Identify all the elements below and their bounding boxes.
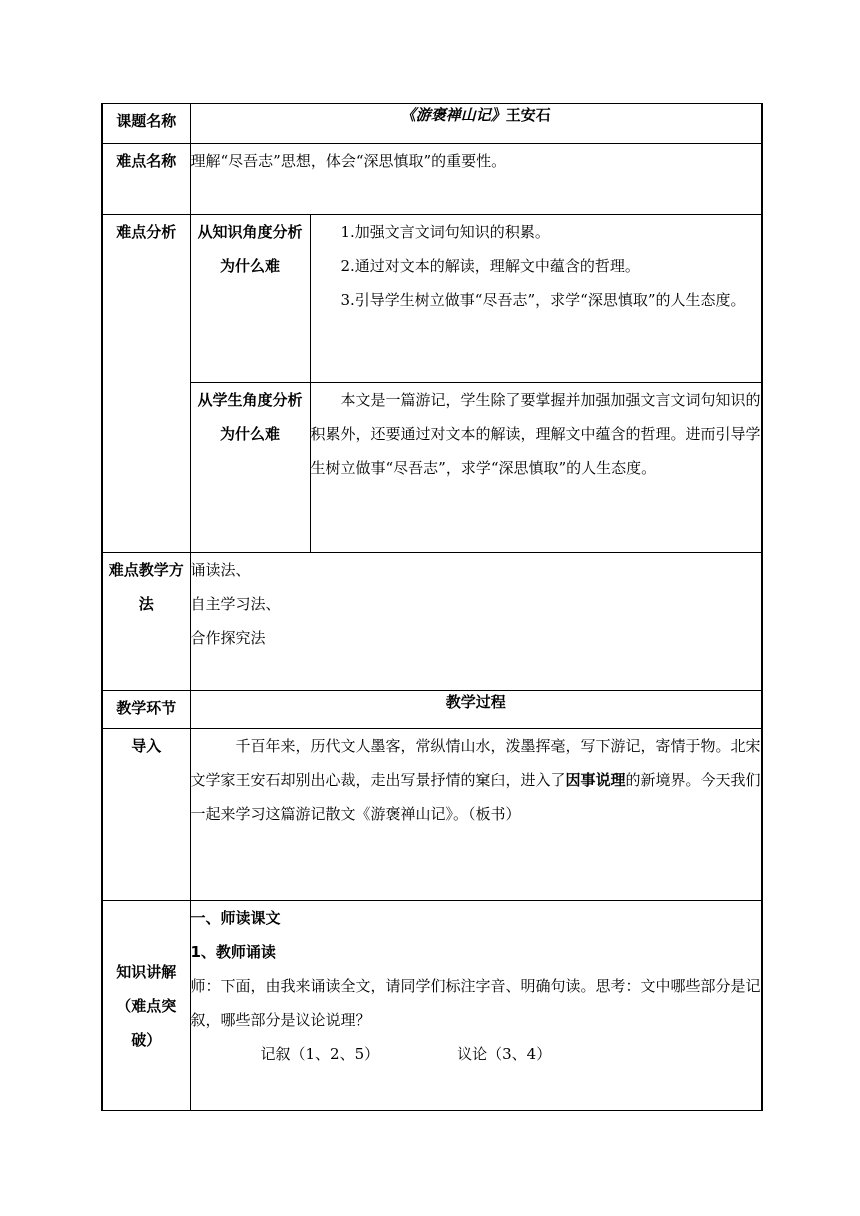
difficulty-name-text	[190, 144, 762, 215]
intro-text-after: 的新境界。今天我们一起来学习这篇游记散文《游褒禅山记》。（板书）	[190, 771, 761, 823]
section-heading: 一、师读课文	[190, 909, 281, 927]
student-angle-content	[310, 383, 762, 553]
teaching-process-header: 教学过程	[190, 691, 762, 729]
teaching-method-content	[190, 553, 762, 691]
knowledge-angle-label: 从知识角度分析为什么难	[190, 215, 310, 383]
intro-text-bold: 因事说理	[565, 771, 626, 789]
knowledge-angle-row	[102, 215, 762, 383]
difficulty-analysis-label: 难点分析	[102, 215, 190, 553]
structure-line	[191, 1037, 762, 1071]
student-angle-label: 从学生角度分析为什么难	[190, 383, 310, 553]
knowledge-angle-content	[310, 215, 762, 383]
intro-paragraph	[191, 729, 762, 831]
student-angle-row	[102, 383, 762, 553]
lesson-title-work: 《游褒禅山记》	[400, 106, 506, 124]
student-angle-paragraph: 本文是一篇游记，学生除了要掌握并加强加强文言文词句知识的积累外，还要通过对文本的解读，理解文中蕴含的哲理。进而引导学生树立做事“尽吾志”，求学“深思慎取”的人生态度。	[310, 391, 761, 477]
teaching-method-label: 难点教学方法	[102, 553, 190, 691]
knowledge-item-3: 3.引导学生树立做事“尽吾志”，求学“深思慎取”的人生态度。	[340, 291, 746, 309]
method-3: 合作探究法	[190, 629, 266, 647]
teaching-stage-header: 教学环节	[102, 691, 190, 729]
lesson-title-author: 王安石	[505, 106, 551, 124]
teacher-instruction: 师：下面，由我来诵读全文，请同学们标注字音、明确句读。思考：文中哪些部分是记叙，哪些部分是议论说理？	[190, 977, 761, 1029]
intro-label: 导入	[102, 729, 190, 901]
topic-row	[102, 104, 762, 144]
lesson-title	[190, 104, 762, 144]
process-header-row	[102, 691, 762, 729]
knowledge-explain-content	[190, 901, 762, 1111]
knowledge-item-1: 1.加强文言文词句知识的积累。	[340, 223, 550, 241]
intro-text-before: 千百年来，历代文人墨客，常纵情山水，泼墨挥毫，写下游记，寄情于物。北宋文学家王安石却别出心裁，走出写景抒情的窠臼，进入了	[190, 737, 761, 789]
method-2: 自主学习法、	[190, 595, 281, 613]
knowledge-explain-row	[102, 901, 762, 1111]
narrative-parts: 记叙（1、2、5）	[260, 1045, 380, 1063]
intro-row	[102, 729, 762, 901]
method-1: 诵读法、	[190, 561, 251, 579]
difficulty-name-row	[102, 144, 762, 215]
difficulty-name-label: 难点名称	[102, 144, 190, 215]
topic-label: 课题名称	[102, 104, 190, 144]
difficulty-name-paragraph: 理解“尽吾志”思想，体会“深思慎取”的重要性。	[190, 152, 507, 170]
lesson-plan-table	[101, 103, 763, 1111]
subsection-heading: 1、教师诵读	[190, 943, 276, 961]
teaching-method-row	[102, 553, 762, 691]
knowledge-explain-label	[102, 901, 190, 1111]
knowledge-item-2: 2.通过对文本的解读，理解文中蕴含的哲理。	[340, 257, 640, 275]
intro-content	[190, 729, 762, 901]
knowledge-explain-label-line2: （难点突破）	[116, 996, 177, 1049]
argument-parts: 议论（3、4）	[457, 1045, 552, 1063]
knowledge-explain-label-line1: 知识讲解	[116, 962, 177, 981]
